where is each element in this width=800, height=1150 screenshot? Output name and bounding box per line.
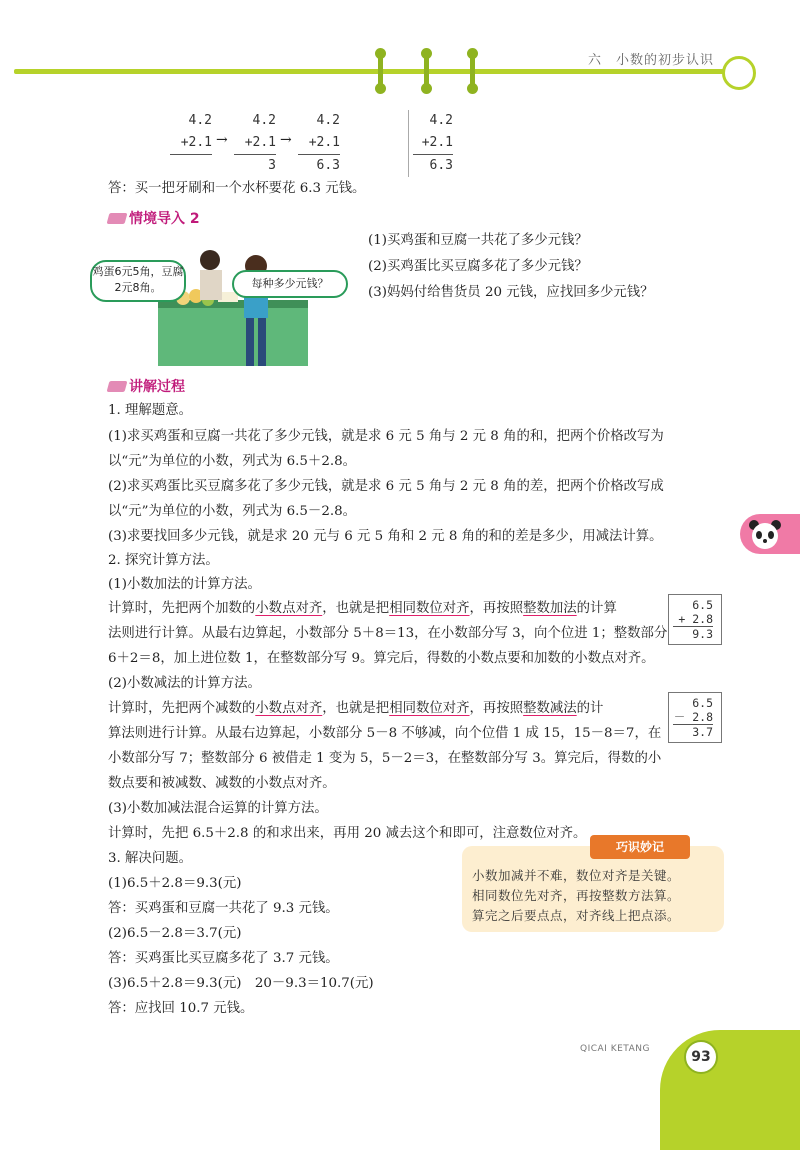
body-line: 6＋2＝8，加上进位数 1，在整数部分写 9。算完后，得数的小数点要和加数的小数点对齐。 bbox=[108, 651, 655, 666]
calc-step-3: 4.2 +2.1 6.3 bbox=[298, 110, 340, 177]
panda-tab bbox=[740, 514, 800, 554]
body-line-subtraction: 计算时，先把两个减数的小数点对齐，也就是把相同数位对齐，再按照整数减法的计 bbox=[108, 701, 604, 716]
body-line: 答：买鸡蛋比买豆腐多花了 3.7 元钱。 bbox=[108, 951, 339, 966]
memory-tip-title: 巧识妙记 bbox=[590, 835, 690, 859]
arrow-icon: → bbox=[280, 132, 292, 148]
header-bar bbox=[14, 69, 734, 74]
body-line: 以“元”为单位的小数，列式为 6.5＋2.8。 bbox=[108, 454, 357, 469]
section-tag-scenario: 情境导入 2 bbox=[108, 208, 200, 228]
body-line: 小数部分写 7；整数部分 6 被借走 1 变为 5，5－2＝3，在整数部分写 3。算完后，得数的小 bbox=[108, 751, 662, 766]
memory-tip-text: 小数加减并不难，数位对齐是关键。 相同数位先对齐，再按整数方法算。 算完之后要点点，对齐线上把点添。 bbox=[472, 868, 681, 923]
body-line: (1)求买鸡蛋和豆腐一共花了多少元钱，就是求 6 元 5 角与 2 元 8 角的和，把两个价格改写为 bbox=[108, 429, 664, 444]
page-number: 93 bbox=[684, 1040, 718, 1074]
body-line: 1. 理解题意。 bbox=[108, 403, 192, 418]
body-line: 2. 探究计算方法。 bbox=[108, 553, 219, 568]
calc-step-2: 4.2 +2.1 3 bbox=[234, 110, 276, 177]
chapter-badge-icon bbox=[722, 56, 756, 90]
speech-bubble-mother: 每种多少元钱？ bbox=[232, 270, 348, 298]
binder-clip bbox=[470, 52, 475, 90]
body-line: (1)小数加法的计算方法。 bbox=[108, 577, 261, 592]
body-line: 答：应找回 10.7 元钱。 bbox=[108, 1001, 254, 1016]
footer-decoration bbox=[660, 1030, 800, 1150]
binder-clip bbox=[378, 52, 383, 90]
panda-icon bbox=[746, 516, 786, 556]
body-line: (1)6.5＋2.8＝9.3(元) bbox=[108, 876, 242, 891]
body-line: 以“元”为单位的小数，列式为 6.5－2.8。 bbox=[108, 504, 357, 519]
calc-step-1: 4.2 +2.1 bbox=[170, 110, 212, 177]
speech-bubble-seller: 鸡蛋6元5角，豆腐2元8角。 bbox=[90, 260, 186, 302]
body-line: (3)求要找回多少元钱，就是求 20 元与 6 元 5 角和 2 元 8 角的和的差是多少，用减法计算。 bbox=[108, 529, 663, 544]
body-line: (2)求买鸡蛋比买豆腐多花了多少元钱，就是求 6 元 5 角与 2 元 8 角的差，把两个价格改写成 bbox=[108, 479, 664, 494]
side-calc-addition: 6.5 + 2.8 9.3 bbox=[668, 594, 722, 645]
body-line: 算法则进行计算。从最右边算起，小数部分 5－8 不够减，向个位借 1 成 15，15－8＝7，在 bbox=[108, 726, 662, 741]
body-line: (3)6.5＋2.8＝9.3(元) 20－9.3＝10.7(元) bbox=[108, 976, 374, 991]
section-tag-explanation: 讲解过程 bbox=[108, 376, 185, 396]
question-1: (1)买鸡蛋和豆腐一共花了多少元钱？ bbox=[368, 233, 588, 248]
calc-final: 4.2 +2.1 6.3 bbox=[408, 110, 453, 177]
body-line: 数点要和被减数、减数的小数点对齐。 bbox=[108, 776, 336, 791]
body-line: (3)小数加减法混合运算的计算方法。 bbox=[108, 801, 328, 816]
footer-brand: QICAI KETANG bbox=[580, 1044, 650, 1054]
body-line: 法则进行计算。从最右边算起，小数部分 5＋8＝13，在小数部分写 3，向个位进 1；整数部分 bbox=[108, 626, 668, 641]
tag-icon bbox=[107, 213, 128, 224]
body-line: 计算时，先把 6.5＋2.8 的和求出来，再用 20 减去这个和即可，注意数位对齐。 bbox=[108, 826, 587, 841]
side-calc-subtraction: 6.5 － 2.8 3.7 bbox=[668, 692, 722, 743]
answer-top: 答：买一把牙刷和一个水杯要花 6.3 元钱。 bbox=[108, 181, 366, 196]
body-line: 答：买鸡蛋和豆腐一共花了 9.3 元钱。 bbox=[108, 901, 339, 916]
body-line-addition: 计算时，先把两个加数的小数点对齐，也就是把相同数位对齐，再按照整数加法的计算 bbox=[108, 601, 617, 616]
body-line: (2)小数减法的计算方法。 bbox=[108, 676, 261, 691]
tag-icon bbox=[107, 381, 128, 392]
counter-shape bbox=[158, 306, 308, 366]
chapter-title: 六 小数的初步认识 bbox=[588, 53, 715, 68]
question-2: (2)买鸡蛋比买豆腐多花了多少元钱？ bbox=[368, 259, 588, 274]
question-3: (3)妈妈付给售货员 20 元钱，应找回多少元钱？ bbox=[368, 285, 654, 300]
arrow-icon: → bbox=[216, 132, 228, 148]
binder-clip bbox=[424, 52, 429, 90]
body-line: (2)6.5－2.8＝3.7(元) bbox=[108, 926, 242, 941]
body-line: 3. 解决问题。 bbox=[108, 851, 192, 866]
